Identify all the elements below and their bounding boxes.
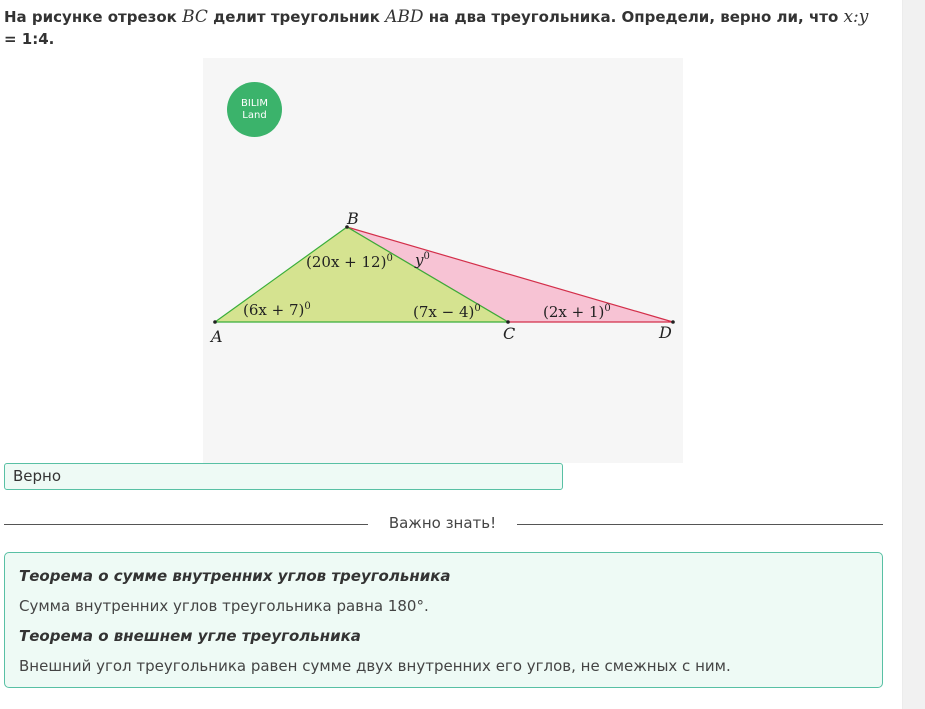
logo-line-1: BILIM xyxy=(241,97,268,109)
angle-d-label: $(2x + 1)^0$ xyxy=(543,303,611,321)
angle-a-label: $(6x + 7)^0$ xyxy=(243,301,311,319)
divider-line-right xyxy=(517,524,883,525)
theorem-1-text: Сумма внутренних углов треугольника равна 180°. xyxy=(19,597,429,615)
segment-bc-math: BC xyxy=(182,7,208,27)
theorem-1-title: Теорема о сумме внутренних углов треугольника xyxy=(19,567,451,585)
triangle-diagram xyxy=(203,58,683,463)
point-d-label: D xyxy=(659,323,672,342)
divider-line-left xyxy=(4,524,368,525)
triangle-abd-math: ABD xyxy=(385,7,424,27)
answer-value: Верно xyxy=(13,467,62,485)
logo-line-2: Land xyxy=(242,109,267,121)
question-part-4: = 1:4. xyxy=(4,30,55,48)
question-part-3: на два треугольника. Определи, верно ли, что xyxy=(423,8,844,26)
answer-select[interactable] xyxy=(4,463,563,490)
divider-label: Важно знать! xyxy=(388,514,497,532)
important-divider xyxy=(4,511,883,537)
ratio-xy-math: x:y xyxy=(843,7,869,27)
theorem-2-title: Теорема о внешнем угле треугольника xyxy=(19,627,361,645)
angle-b-left-label: $(20x + 12)^0$ xyxy=(306,253,393,271)
page-scrollbar[interactable] xyxy=(902,0,925,709)
theory-info-box xyxy=(4,552,883,688)
triangle-figure xyxy=(203,58,683,463)
angle-b-right-label: $y^0$ xyxy=(415,251,430,269)
point-c-label: C xyxy=(503,324,516,343)
point-a-label: A xyxy=(211,327,223,346)
question-part-1: На рисунке отрезок xyxy=(4,8,183,26)
angle-c-label: $(7x - 4)^0$ xyxy=(413,303,481,321)
question-part-2: делит треугольник xyxy=(207,8,386,26)
question-text xyxy=(4,6,884,50)
point-b-label: B xyxy=(347,209,359,228)
theorem-2-text: Внешний угол треугольника равен сумме двух внутренних его углов, не смежных с ним. xyxy=(19,657,731,675)
point-a-dot xyxy=(213,320,217,324)
